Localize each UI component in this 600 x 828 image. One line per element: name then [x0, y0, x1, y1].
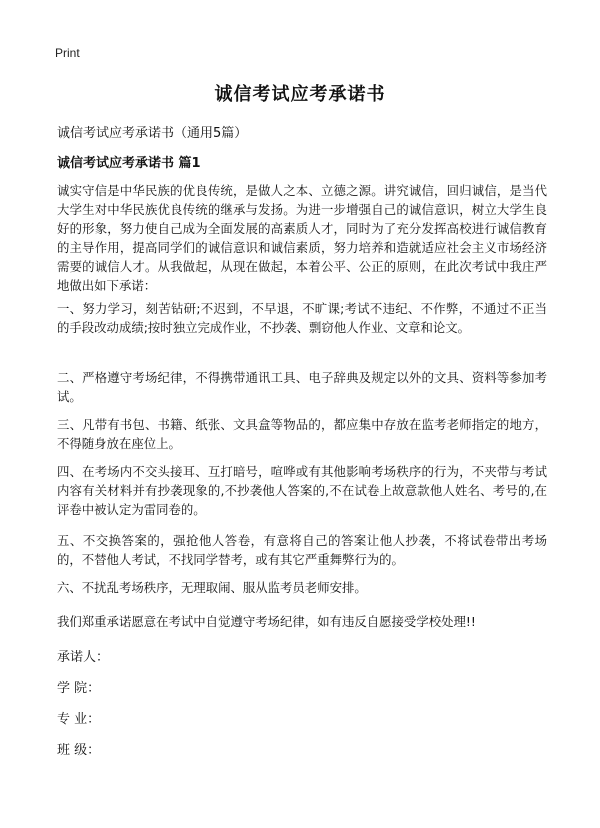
paragraph-intro: 诚实守信是中华民族的优良传统，是做人之本、立德之源。讲究诚信，回归诚信，是当代大学生对中华民族优良传统的继承与发扬。为进一步增强自己的诚信意识，树立大学生良好的形象，努力使自己成为全面发展的高素质人才，同时为了充分发挥高校进行诚信教育的主导作用，提高同学们的诚信意识和诚信素质，努力培养和造就适应社会主义市场经济需要的诚信人才。从我做起，从现在做起，本着公平、公正的原则，在此次考试中我庄严地做出如下承诺： [57, 183, 547, 293]
paragraph-pledge-2: 二、严格遵守考场纪律，不得携带通讯工具、电子辞典及规定以外的文具、资料等参加考试。 [57, 370, 547, 404]
signature-field-class: 班 级： [57, 743, 101, 758]
signature-field-college: 学 院： [57, 681, 101, 696]
signature-field-pledger: 承诺人： [57, 650, 110, 665]
section-heading: 诚信考试应考承诺书 篇1 [57, 156, 201, 171]
document-title: 诚信考试应考承诺书 [214, 84, 386, 105]
paragraph-pledge-1: 一、努力学习，刻苦钻研;不迟到，不早退，不旷课;考试不违纪、不作弊，不通过不正当的手段改动成绩;按时独立完成作业，不抄袭、剽窃他人作业、文章和论文。 [57, 301, 547, 335]
paragraph-commitment: 我们郑重承诺愿意在考试中自觉遵守考场纪律，如有违反自愿接受学校处理!! [57, 614, 476, 629]
paragraph-pledge-5: 五、不交换答案的，强抢他人答卷，有意将自己的答案让他人抄袭，不将试卷带出考场的，不替他人考试，不找同学替考，或有其它严重舞弊行为的。 [57, 533, 547, 567]
signature-field-major: 专 业： [57, 712, 101, 727]
paragraph-pledge-4: 四、在考场内不交头接耳、互打暗号，喧哗或有其他影响考场秩序的行为，不夹带与考试内容有关材料并有抄袭现象的,不抄袭他人答案的,不在试卷上故意款他人姓名、考号的,在评卷中被认定为雷同卷的。 [57, 464, 547, 517]
paragraph-pledge-3: 三、凡带有书包、书籍、纸张、文具盒等物品的，都应集中存放在监考老师指定的地方，不得随身放在座位上。 [57, 417, 547, 451]
print-label: Print [55, 46, 80, 60]
document-subtitle: 诚信考试应考承诺书（通用5篇） [57, 126, 248, 141]
paragraph-pledge-6: 六、不扰乱考场秩序，无理取闹、服从监考员老师安排。 [57, 580, 367, 595]
